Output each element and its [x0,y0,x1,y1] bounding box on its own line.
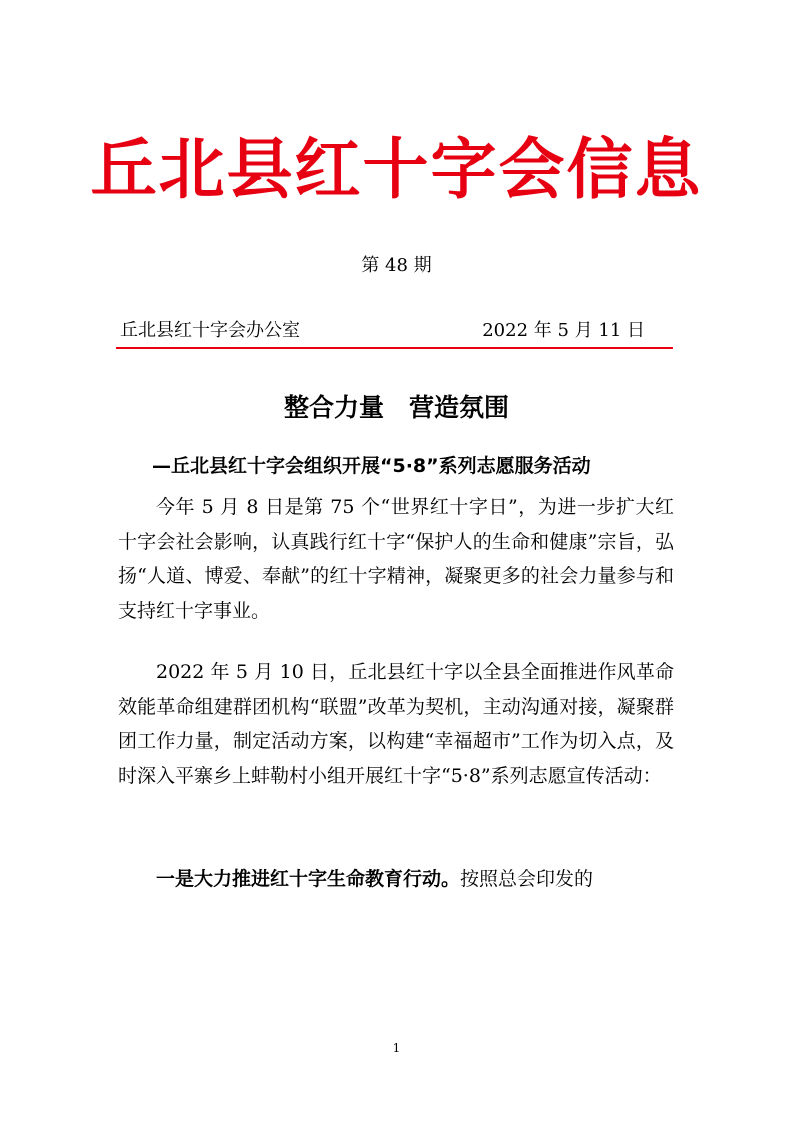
point-one-lead: 一是大力推进红十字生命教育行动。 [156,868,461,890]
issue-number: 第 48 期 [361,255,432,276]
page-number: 1 [392,1041,401,1055]
red-divider-line [116,347,673,349]
article-paragraph-1: 今年 5 月 8 日是第 75 个“世界红十字日”，为进一步扩大红十字会社会影响，认真践行红十字“保护人的生命和健康”宗旨，弘扬“人道、博爱、奉献”的红十字精神，凝聚更多的社会力量参与和支持红十字事业。 [118,496,674,622]
article-paragraph-2: 2022 年 5 月 10 日，丘北县红十字以全县全面推进作风革命效能革命组建群团机构“联盟”改革为契机，主动沟通对接，凝聚群团工作力量，制定活动方案，以构建“幸福超市”工作为切入点，及时深入平寨乡上蚌勒村小组开展红十字“5·8”系列志愿宣传活动： [118,661,674,787]
meta-row [118,318,673,346]
article-subtitle: —丘北县红十字会组织开展“5·8”系列志愿服务活动 [152,455,591,477]
masthead-title: 丘北县红十字会信息 [90,130,703,208]
article-title: 整合力量 营造氛围 [283,393,509,422]
point-one-text: 按照总会印发的 [460,868,594,890]
issue-date: 2022 年 5 月 11 日 [482,320,645,341]
issuing-office: 丘北县红十字会办公室 [120,320,300,341]
article-paragraph-3 [118,862,674,897]
